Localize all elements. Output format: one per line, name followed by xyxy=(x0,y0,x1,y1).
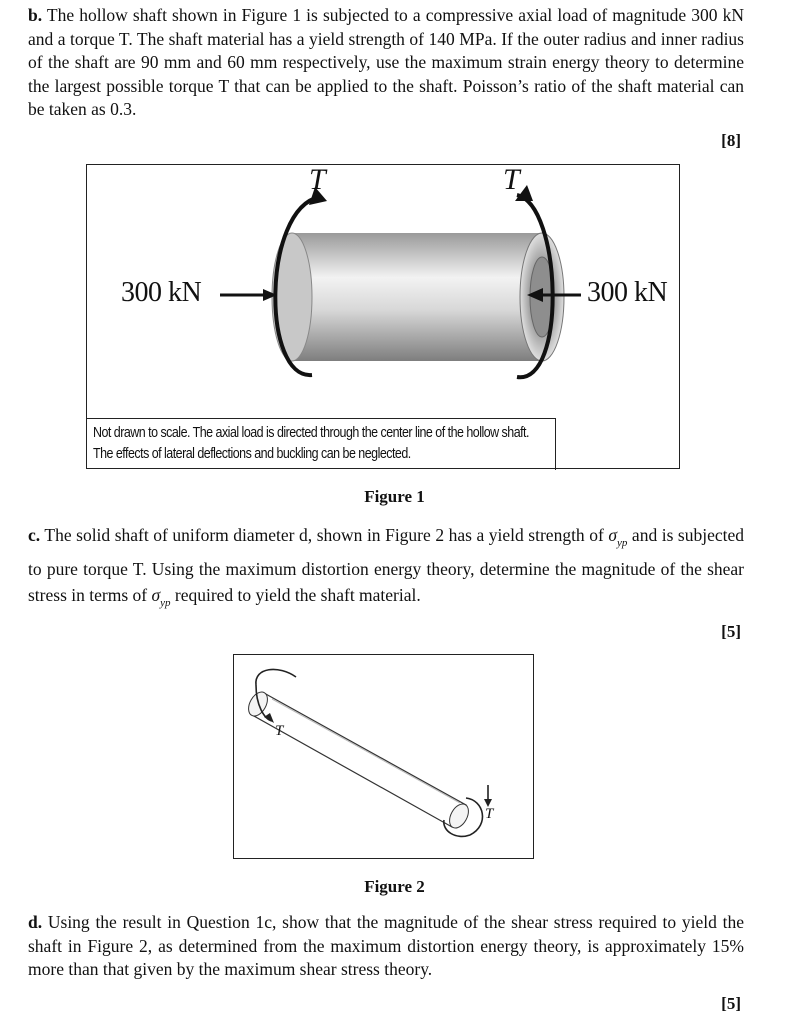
figure-1-caption: Figure 1 xyxy=(364,487,425,506)
figure1-note-line1: Not drawn to scale. The axial load is directed through the center line of the hollow shaft. xyxy=(93,425,529,441)
question-c-marks: [5] xyxy=(721,622,741,641)
question-b-text xyxy=(28,4,744,122)
question-c-part1: The solid shaft of uniform diameter d, shown in Figure 2 has a yield strength of xyxy=(44,525,604,545)
figure-1 xyxy=(86,164,680,469)
figure1-note-box xyxy=(87,418,556,470)
figure2-torque-right-label: T xyxy=(485,806,494,822)
question-c-part3: required to yield the shaft material. xyxy=(174,585,421,605)
solid-shaft-drawing xyxy=(234,655,533,858)
figure-2-caption: Figure 2 xyxy=(364,877,425,896)
question-d-body: Using the result in Question 1c, show that the magnitude of the shear stress required to yield the shaft in Figure 2, as determined from the maximum distortion energy theory, is approximately 15% more than that given by the maximum shear stress theory. xyxy=(28,912,744,979)
question-d-marks: [5] xyxy=(721,994,741,1013)
sigma-subscript-2: yp xyxy=(160,597,171,609)
figure2-torque-left-label: T xyxy=(275,723,284,739)
figure1-load-left-label: 300 kN xyxy=(121,277,202,308)
figure-2 xyxy=(233,654,534,859)
figure1-torque-left-label: T xyxy=(309,163,326,196)
sigma-symbol-2: σ xyxy=(151,585,161,605)
sigma-subscript: yp xyxy=(616,537,628,549)
figure1-torque-right-label: T xyxy=(503,163,520,196)
question-c-part2: and is subjected to pure torque T. Using the maximum distortion energy theory, determine the magnitude of the shear stress in terms of xyxy=(28,525,745,605)
question-c-text xyxy=(28,522,744,616)
question-c-label: c. xyxy=(28,525,41,545)
question-d-label: d. xyxy=(28,912,43,932)
sigma-symbol: σ xyxy=(608,525,617,545)
figure1-note-line2: The effects of lateral deflections and buckling can be neglected. xyxy=(93,446,411,462)
question-d-text xyxy=(28,911,744,982)
question-b-marks: [8] xyxy=(721,131,741,150)
question-b-label: b. xyxy=(28,5,43,25)
question-b-body: The hollow shaft shown in Figure 1 is subjected to a compressive axial load of magnitude 300 kN and a torque T. The shaft material has a yield strength of 140 MPa. If the outer radius and inner radius of the shaft are 90 mm and 60 mm respectively, use the maximum strain energy theory to determine the largest possible torque T that can be applied to the shaft. Poisson’s ratio of the shaft material can be taken as 0.3. xyxy=(28,5,744,119)
figure1-load-right-label: 300 kN xyxy=(587,277,668,308)
